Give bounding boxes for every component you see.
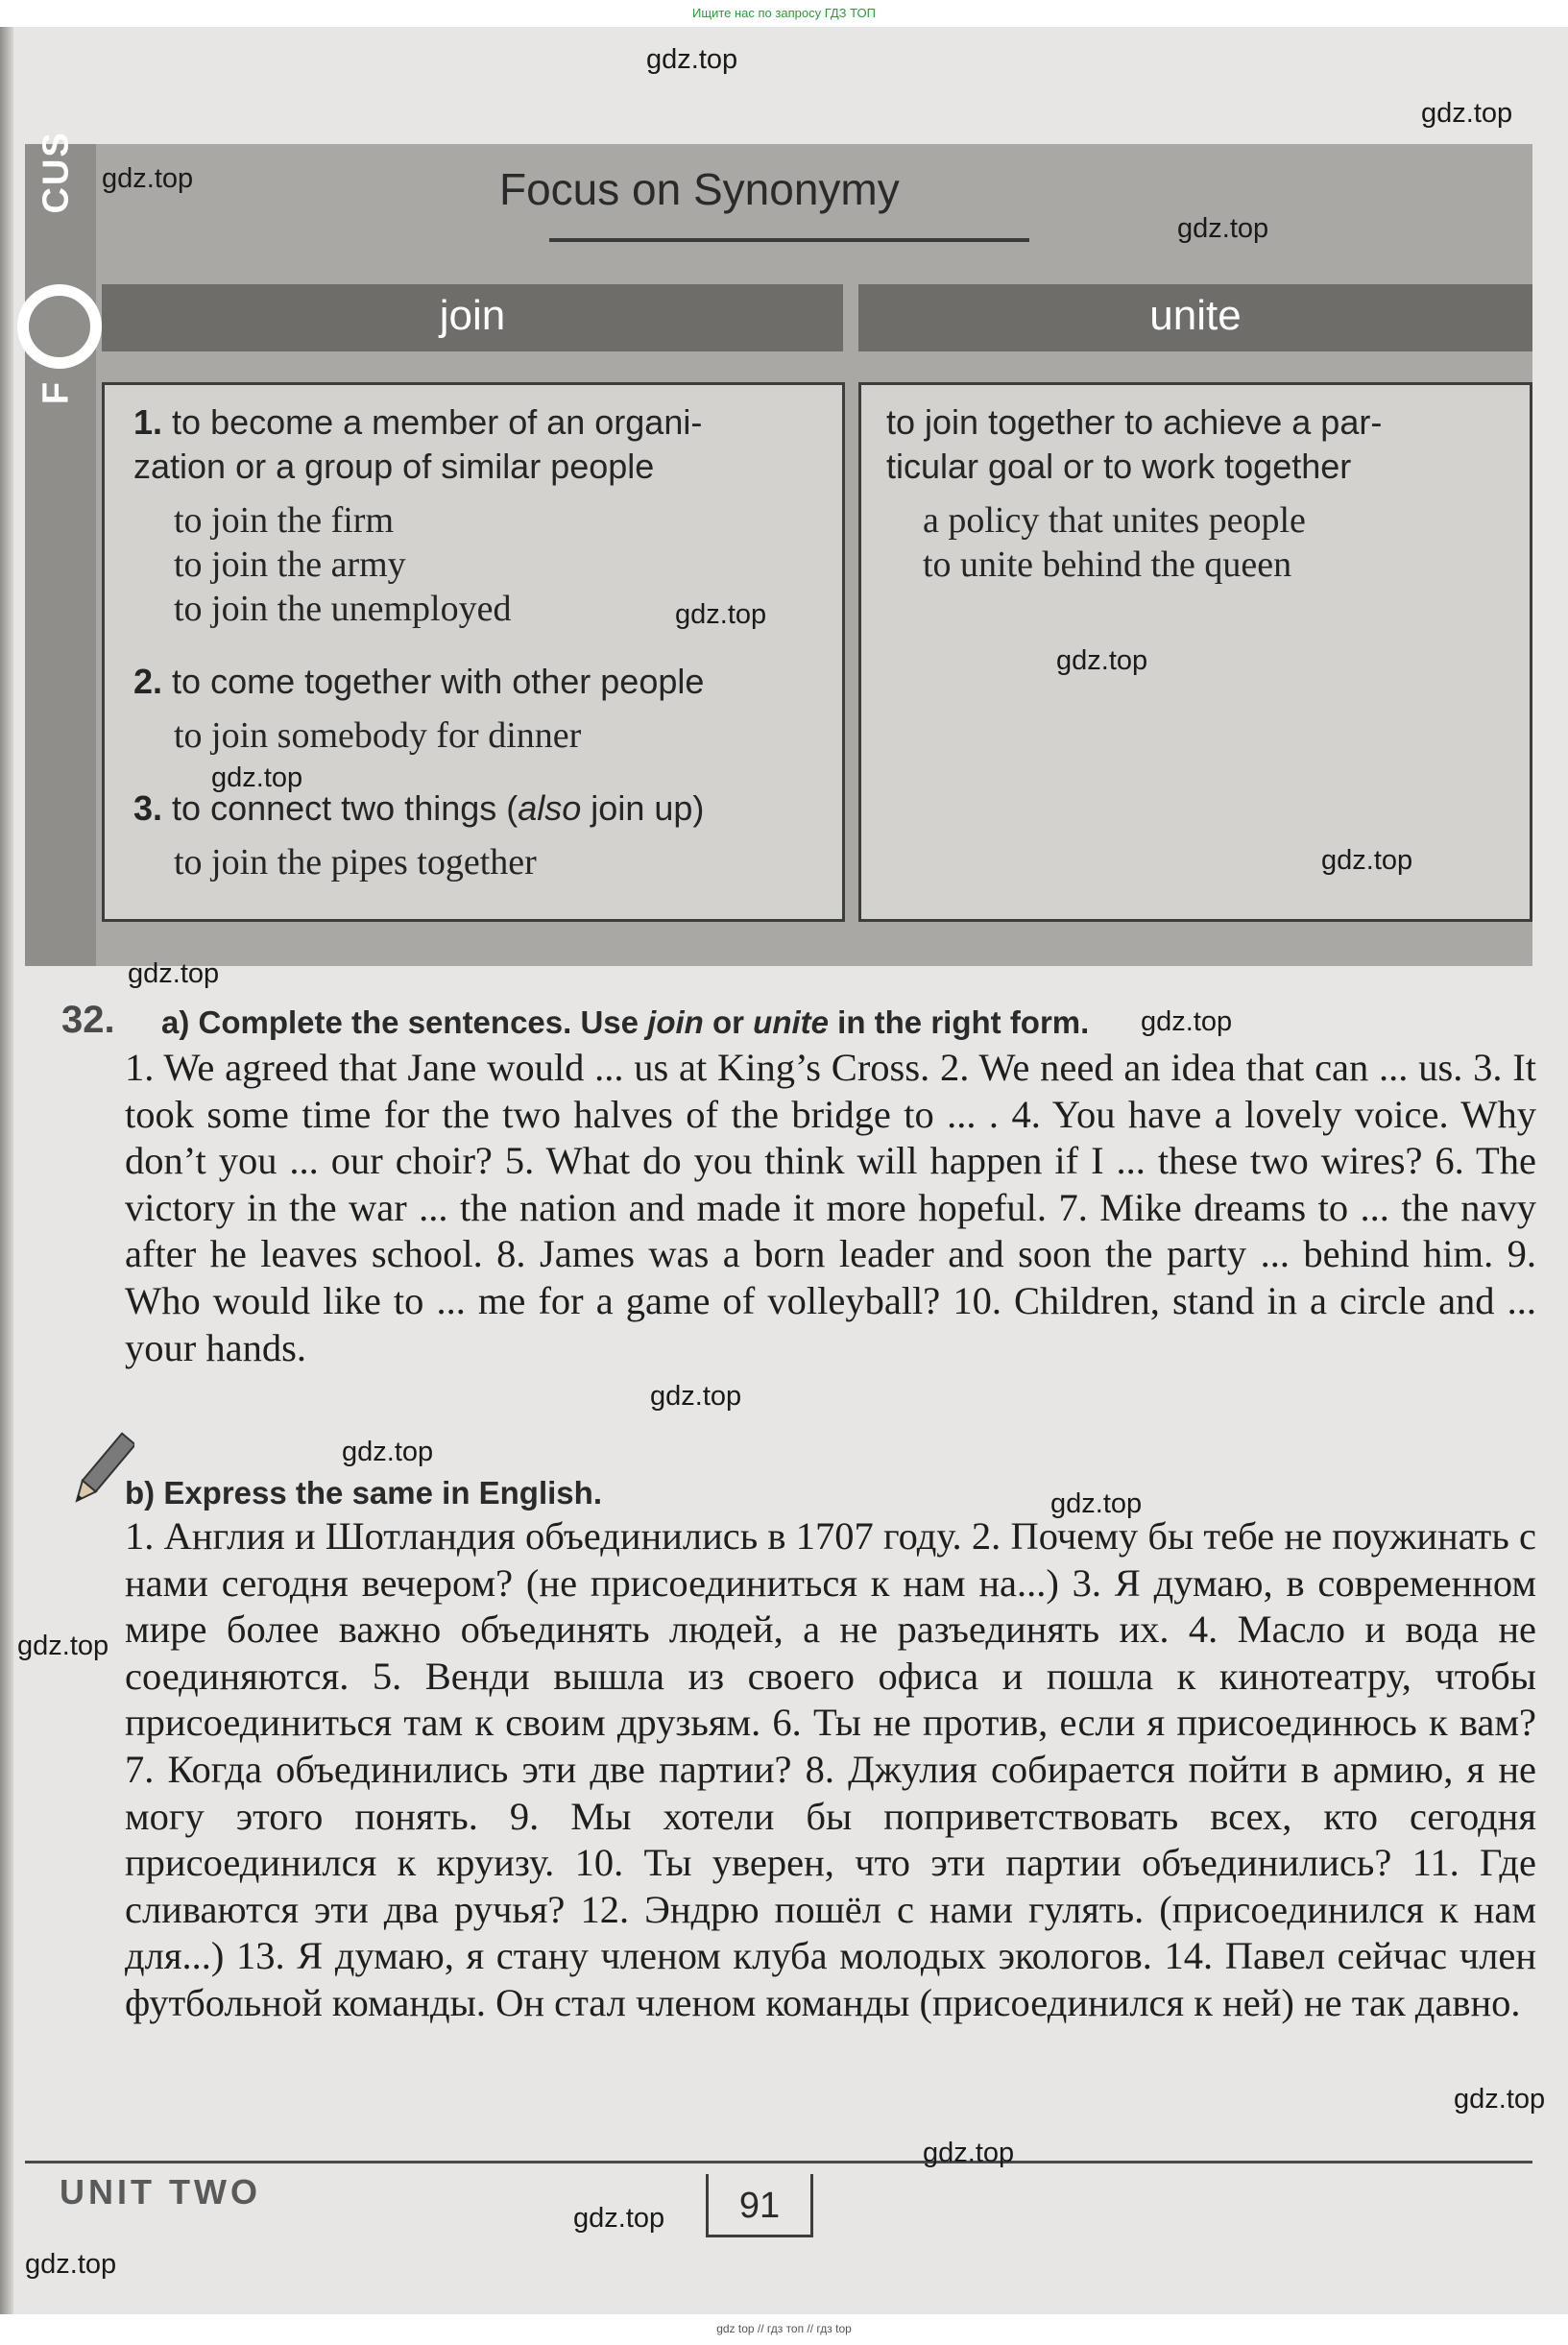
watermark: gdz.top	[25, 2249, 117, 2280]
watermark: gdz.top	[1056, 645, 1148, 676]
join-example: to join the pipes together	[174, 842, 537, 882]
join-sense-3: 3. to connect two things (also join up)	[133, 788, 705, 828]
watermark: gdz.top	[1454, 2084, 1546, 2115]
page-edge-shadow	[0, 27, 13, 2314]
join-sense-1-line2: zation or a group of similar people	[133, 447, 655, 486]
watermark: gdz.top	[1050, 1488, 1143, 1519]
unite-sense-line2: ticular goal or to work together	[886, 447, 1352, 486]
join-sense-1-line1: 1. to become a member of an organi-	[133, 402, 703, 442]
watermark: gdz.top	[573, 2203, 665, 2234]
exercise-a-heading: a) Complete the sentences. Use join or unite in the right form.	[161, 1004, 1090, 1040]
exercise-number: 32.	[61, 999, 115, 1041]
join-example: to join somebody for dinner	[174, 715, 582, 756]
watermark: gdz.top	[102, 163, 194, 194]
join-example: to join the unemployed	[174, 589, 512, 629]
join-example: to join the firm	[174, 500, 395, 541]
watermark: gdz.top	[17, 1631, 109, 1661]
watermark: gdz.top	[1421, 98, 1513, 129]
focus-vertical-label-bottom: F	[36, 381, 77, 405]
column-header-join: join	[102, 284, 843, 351]
bottom-note: gdz top // гдз топ // гдз top	[716, 2322, 852, 2335]
watermark: gdz.top	[1321, 845, 1413, 876]
focus-vertical-label-top: CUS	[36, 131, 77, 214]
unite-sense-line1: to join together to achieve a par-	[886, 402, 1383, 442]
exercise-b-text: 1. Англия и Шотландия объединились в 1707 году. 2. Почему бы тебе не поужинать с нами сегодня вечером? (не присоединиться к нам на...) 3. Я думаю, в современном мире более важно объединять людей, а не разъединять их. 4. Масло и вода не соединяются. 5. Венди вышла из своего офиса и пошла к кинотеатру, чтобы присоединиться там к своим друзьям. 6. Ты не против, если я присоединюсь к вам? 7. Когда объединились эти две партии? 8. Джулия собирается пойти в армию, я не могу этого понять. 9. Мы хотели бы поприветствовать всех, кто сегодня присоединился к круизу. 10. Ты уверен, что эти партии объединились? 11. Где сливаются эти два ручья? 12. Эндрю пошёл с нами гулять. (присоединился к нам для...) 13. Я думаю, я стану членом клуба молодых экологов. 14. Павел сейчас член футбольной команды. Он стал членом команды (присоединился к ней) не так давно.	[125, 1514, 1536, 2024]
focus-side-strip	[25, 131, 96, 966]
join-sense-2: 2. to come together with other people	[133, 662, 705, 701]
title-underline	[549, 238, 1029, 242]
join-example: to join the army	[174, 544, 406, 585]
unit-label: UNIT TWO	[60, 2172, 261, 2212]
unite-example: to unite behind the queen	[923, 544, 1292, 585]
exercise-a-text: 1. We agreed that Jane would ... us at King’s Cross. 2. We need an idea that can ... us. 3. It took some time for the two halves of the bridge to ... . 4. You have a lovely voice. Why don’t you ... our choir? 5. What do you think will happen if I ... these two wires? 6. The victory in the war ... the nation and made it more hopeful. 7. Mike dreams to ... the navy after he leaves school. 8. James was a born leader and soon the party ... behind him. 9. Who would like to ... me for a game of volleyball? 10. Children, stand in a circle and ... your hands.	[125, 1046, 1536, 1369]
join-definition-box	[102, 382, 845, 922]
focus-title: Focus on Synonymy	[499, 164, 900, 214]
focus-o-ring-icon	[17, 284, 102, 369]
column-header-unite: unite	[858, 284, 1532, 351]
exercise-b-heading: b) Express the same in English.	[125, 1475, 602, 1511]
unite-example: a policy that unites people	[923, 500, 1306, 541]
footer-rule	[25, 2161, 1532, 2164]
watermark: gdz.top	[650, 1381, 742, 1412]
watermark: gdz.top	[1141, 1006, 1233, 1037]
unite-definition-box	[858, 382, 1532, 922]
watermark: gdz.top	[646, 44, 738, 75]
watermark: gdz.top	[211, 762, 303, 793]
top-note: Ищите нас по запросу ГДЗ ТОП	[692, 6, 876, 20]
watermark: gdz.top	[1177, 213, 1269, 244]
watermark: gdz.top	[675, 599, 767, 630]
page-number: 91	[738, 2186, 781, 2226]
watermark: gdz.top	[128, 958, 220, 989]
watermark: gdz.top	[342, 1437, 434, 1467]
watermark: gdz.top	[923, 2138, 1015, 2168]
